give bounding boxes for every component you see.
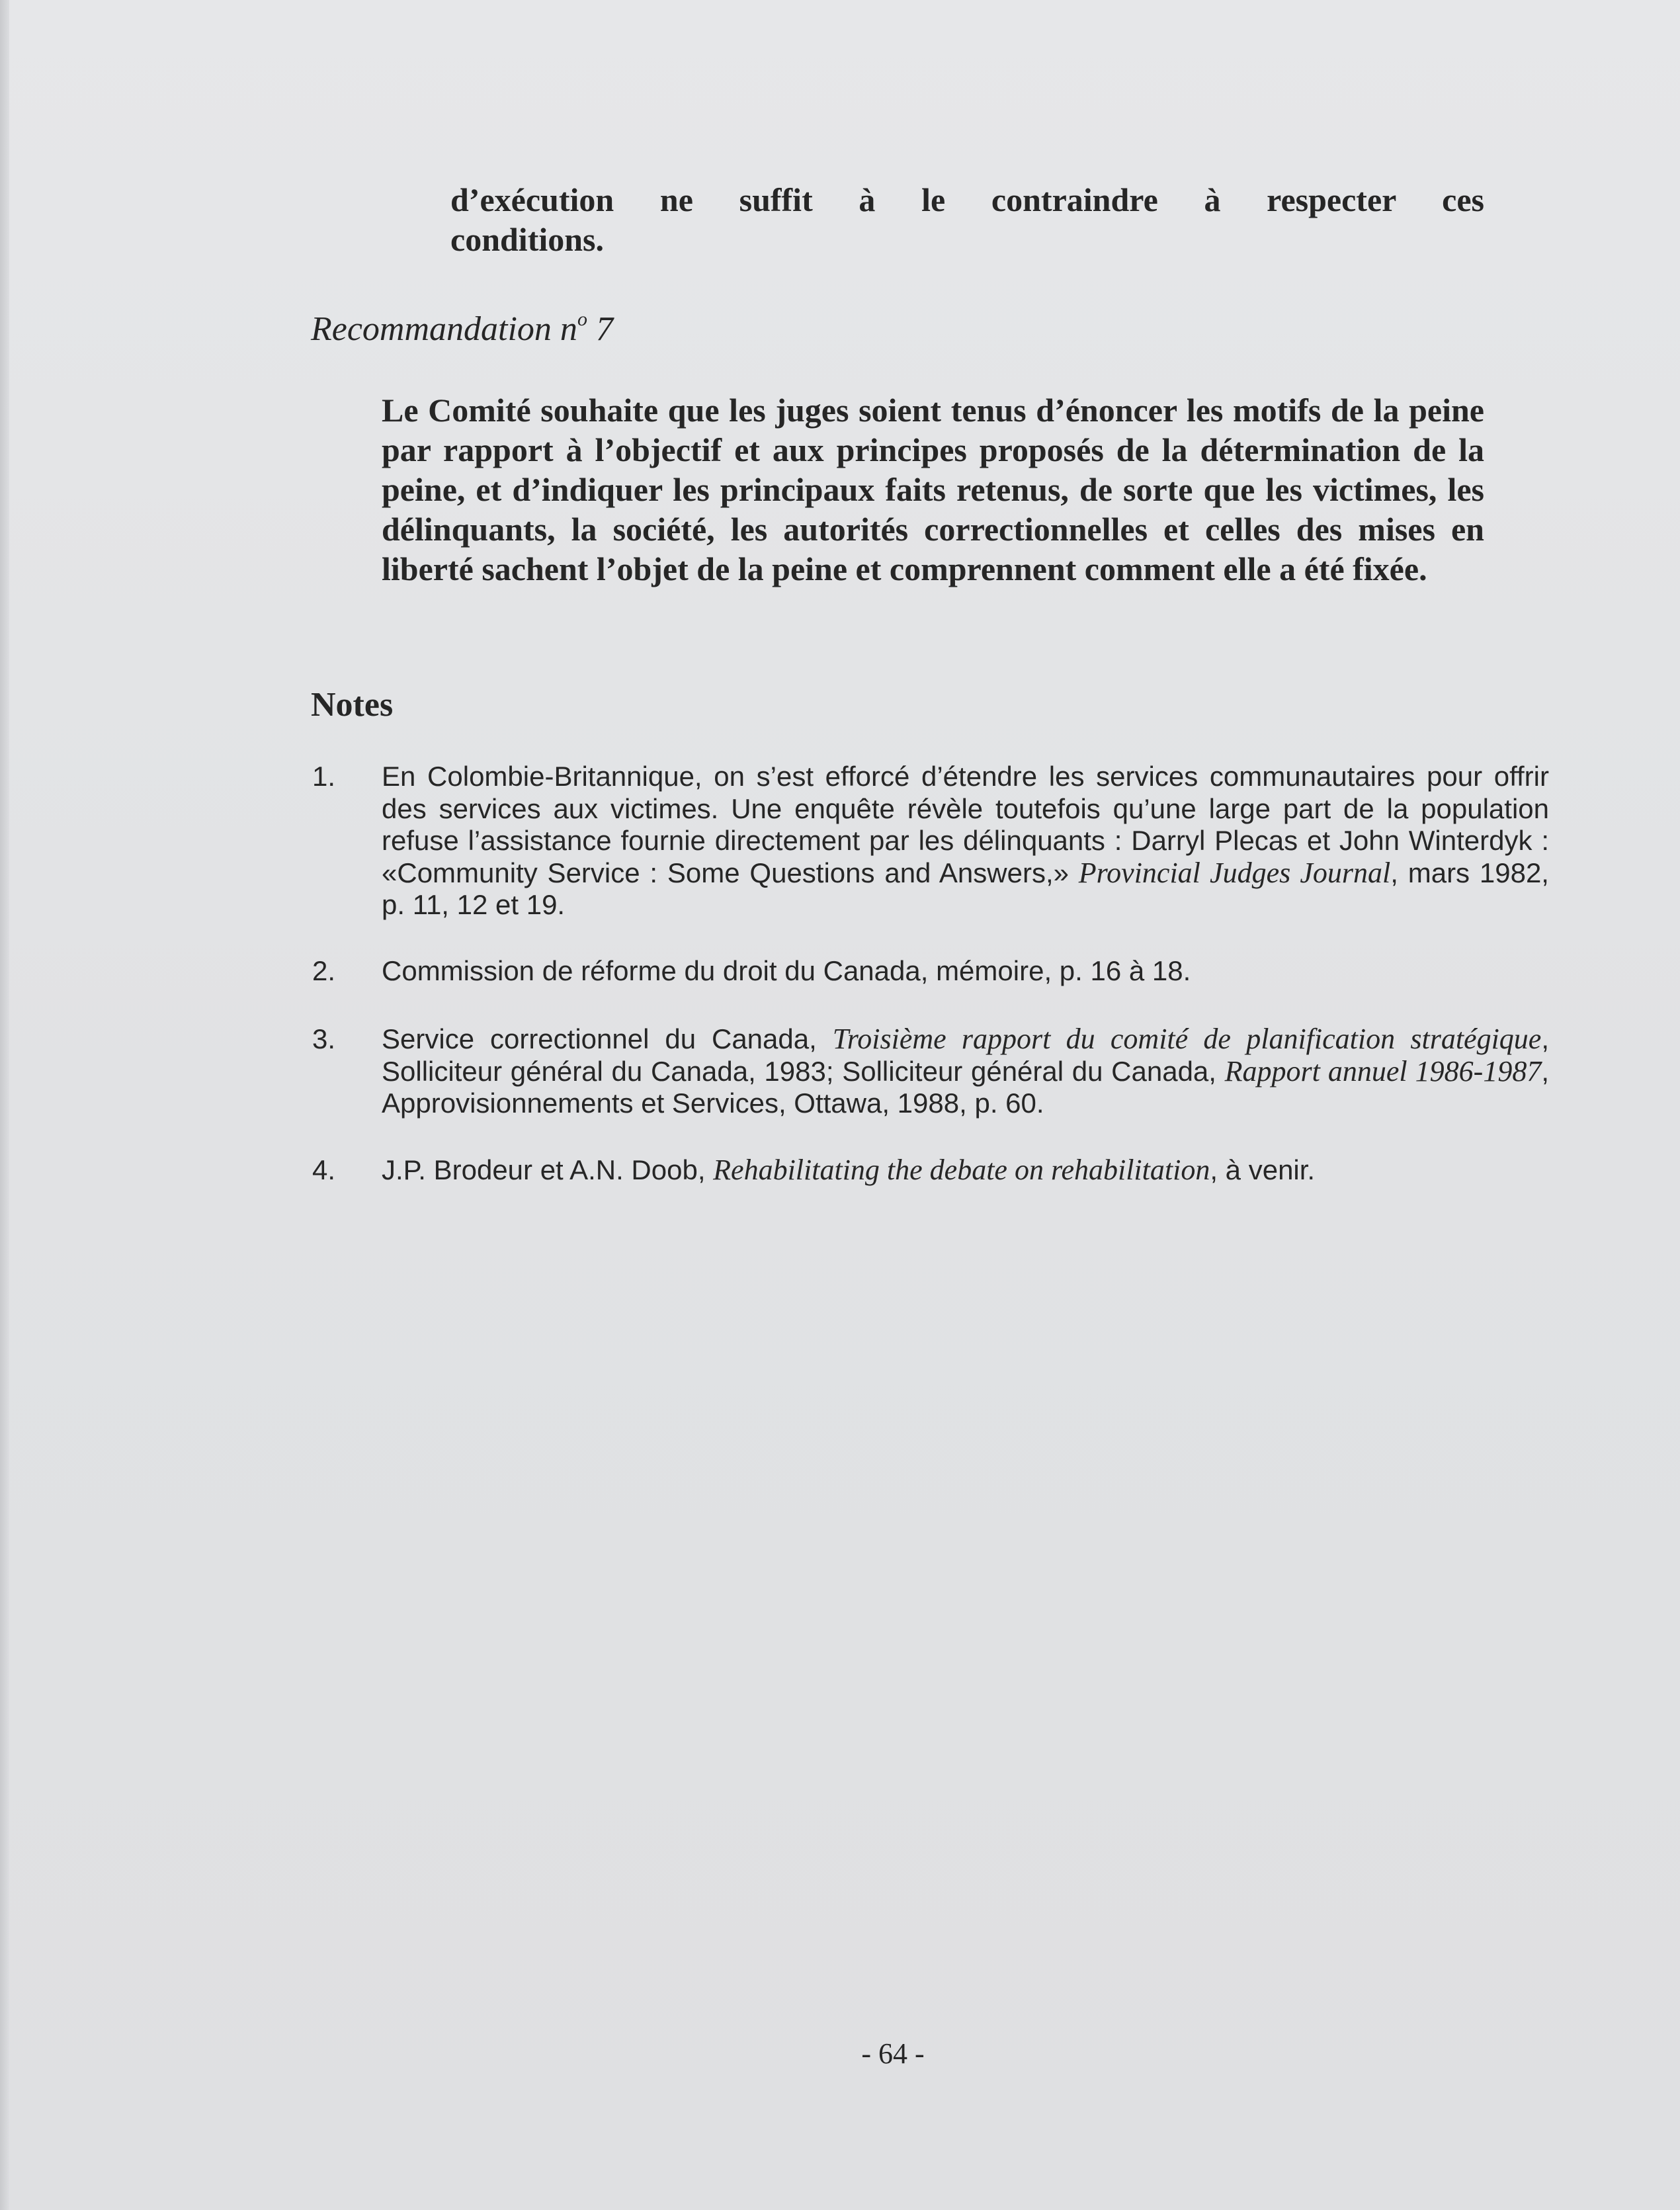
note-number: 1. — [312, 761, 336, 792]
note-text — [382, 955, 1549, 988]
note-text-part: Service correctionnel du Canada, — [382, 1023, 833, 1054]
note-text-part: En Colombie-Britannique, on s’est efforcé d’étendre les services communautaires pour offrir des services aux victimes. Une enquête révèle toutefois qu’une large part de la population refuse l’assistance fournie directement par les délinquants : Darryl Plecas et John Winterdyk : «Community Service : Some Questions and Answers,» — [382, 761, 1549, 888]
recommendation-text: Le Comité souhaite que les juges soient tenus d’énoncer les motifs de la peine par rapport à l’objectif et aux principes proposés de la détermination de la peine, et d’indiquer les principaux faits retenus, de sorte que les victimes, les délinquants, la société, les autorités correctionnelles et celles des mises en liberté sachent l’objet de la peine et comprennent comment elle a été fixée. — [382, 392, 1484, 587]
note-title-italic: Provincial Judges Journal — [1078, 856, 1391, 889]
note-title-italic: Rapport annuel 1986-1987 — [1224, 1054, 1542, 1087]
continuation-line-2: conditions. — [450, 221, 605, 258]
recommendation-heading-suffix: 7 — [587, 310, 613, 348]
recommendation-heading — [311, 310, 613, 349]
page-edge-shadow — [0, 0, 9, 2210]
note-text — [382, 761, 1549, 921]
note-number: 3. — [312, 1023, 336, 1054]
page-number: - 64 - — [861, 2037, 925, 2070]
note-text — [382, 1154, 1549, 1187]
note-text-part: Commission de réforme du droit du Canada, mémoire, p. 16 à 18. — [382, 955, 1191, 986]
note-text — [382, 1023, 1549, 1120]
note-title-italic: Rehabilitating the debate on rehabilitation — [713, 1154, 1210, 1186]
note-text-part: , à venir. — [1210, 1154, 1316, 1185]
notes-heading: Notes — [311, 686, 394, 724]
note-text-part: , Solliciteur général du Canada, 1983; Solliciteur général du Canada, — [382, 1023, 1550, 1087]
note-number: 2. — [312, 955, 336, 986]
note-title-italic: Troisième rapport du comité de planification stratégique — [832, 1023, 1542, 1055]
note-text-part: , Approvisionnements et Services, Ottawa, 1988, p. 60. — [382, 1055, 1549, 1119]
note-number: 4. — [312, 1154, 336, 1185]
recommendation-heading-prefix: Recommandation n — [311, 310, 577, 348]
recommendation-heading-sup: o — [577, 308, 587, 330]
continuation-line-1: d’exécution ne suffit à le contraindre à respecter ces — [450, 181, 1484, 218]
note-text-part: , mars 1982, p. 11, 12 et 19. — [382, 857, 1549, 920]
note-text-part: J.P. Brodeur et A.N. Doob, — [382, 1154, 714, 1185]
